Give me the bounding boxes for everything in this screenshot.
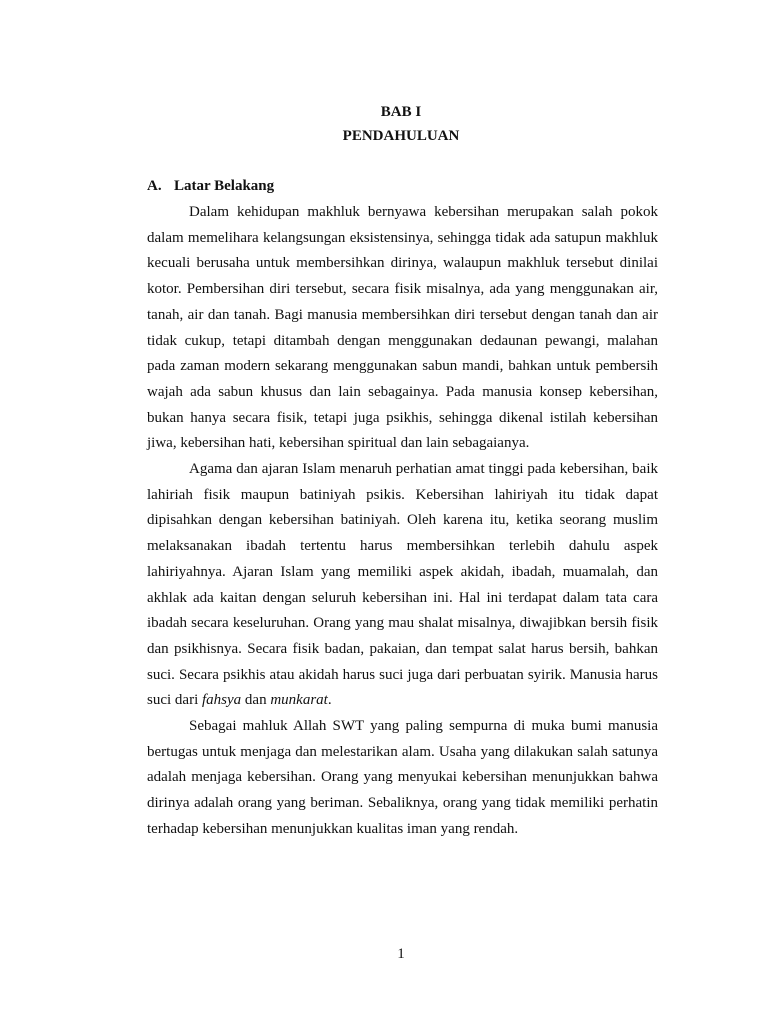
paragraph-2-conjunction: dan [241, 692, 271, 709]
page-number: 1 [397, 946, 405, 962]
section-heading [147, 178, 274, 195]
paragraph-1: Dalam kehidupan makhluk bernyawa kebersihan merupakan salah pokok dalam memelihara kelangsungan eksistensinya, sehingga tidak ada satupun makhluk kecuali berusaha untuk membersihkan dirinya, walaupun makhluk tersebut dinilai kotor. Pembersihan diri tersebut, secara fisik misalnya, ada yang menggunakan air, tanah, air dan tanah. Bagi manusia membersihkan diri tersebut dengan tanah dan air tidak cukup, tetapi ditambah dengan menggunakan dedaunan pewangi, malahan pada zaman modern sekarang menggunakan sabun mandi, bahkan untuk pembersih wajah ada sabun khusus dan lain sebagainya. Pada manusia konsep kebersihan, bukan hanya secara fisik, tetapi juga psikhis, sehingga dikenal istilah kebersihan jiwa, kebersihan hati, kebersihan spiritual dan lain sebagaianya. [147, 204, 658, 452]
chapter-title: PENDAHULUAN [342, 128, 460, 144]
paragraph-3: Sebagai mahluk Allah SWT yang paling sempurna di muka bumi manusia bertugas untuk menjaga dan melestarikan alam. Usaha yang dilakukan salah satunya adalah menjaga kebersihan. Orang yang menyukai kebersihan menunjukkan bahwa dirinya adalah orang yang beriman. Sebaliknya, orang yang tidak memiliki perhatin terhadap kebersihan menunjukkan kualitas iman yang rendah. [147, 718, 658, 837]
paragraph-2 [147, 457, 658, 714]
italic-term-munkarat: munkarat [270, 692, 328, 709]
chapter-heading: BAB I [380, 104, 422, 120]
body-text [147, 200, 658, 843]
paragraph-2-text: Agama dan ajaran Islam menaruh perhatian amat tinggi pada kebersihan, baik lahiriah fisik maupun batiniyah psikis. Kebersihan lahiriyah itu tidak dapat dipisahkan dengan kebersihan batiniyah. Oleh karena itu, ketika seorang muslim melaksanakan ibadah tertentu harus membersihkan terlebih dahulu aspek lahiriyahnya. Ajaran Islam yang memiliki aspek akidah, ibadah, muamalah, dan akhlak ada kaitan dengan seluruh kebersihan ini. Hal ini terdapat dalam tata cara ibadah secara keseluruhan. Orang yang mau shalat misalnya, diwajibkan bersih fisik dan psikhisnya. Secara fisik badan, pakaian, dan tempat salat harus bersih, bahkan suci. Secara psikhis atau akidah harus suci juga dari perbuatan syirik. Manusia harus suci dari [147, 461, 658, 709]
section-title: Latar Belakang [174, 178, 275, 194]
paragraph-2-end: . [327, 692, 332, 709]
italic-term-fahsya: fahsya [201, 692, 242, 709]
section-letter: A. [147, 178, 162, 194]
